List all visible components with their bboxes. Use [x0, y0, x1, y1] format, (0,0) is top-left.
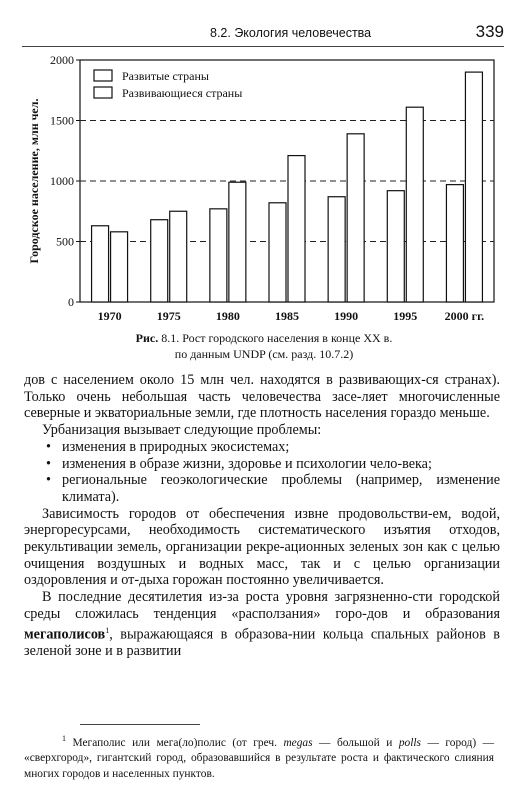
urban-population-chart: [0, 48, 528, 328]
paragraph-4-start: В последние десятилетия из-за роста уровня загрязненно-сти городской среды сложилась тенденция «расползания» горо-дов и образования: [24, 589, 500, 622]
body-text: [24, 372, 500, 660]
legend-swatch: [94, 70, 112, 81]
y-axis-label: Городское население, млн чел.: [27, 98, 41, 264]
running-header: [22, 22, 504, 47]
paragraph-4-end: , выражающаяся в образова-нии кольца спальных районов в зеленой зоне и в развитии: [24, 626, 500, 659]
bar: [269, 203, 286, 302]
footnote-text-3: — город) — «сверхгород», гигантский город, образовавшийся в результате роста и фактического слияния многих городов и населенных пунктов.: [24, 736, 495, 780]
list-item: [46, 472, 500, 505]
footnote-text-2: — большой и: [312, 736, 399, 749]
x-tick-label: 1990: [334, 309, 359, 323]
bar: [347, 134, 364, 302]
y-tick-label: 500: [56, 234, 74, 249]
footnote-ref: 1: [105, 625, 110, 635]
list-item-text: региональные геоэкологические проблемы (например, изменение климата).: [62, 472, 500, 505]
paragraph-1: дов с населением около 15 млн чел. находятся в развивающих-ся странах). Только очень небольшая часть человечества засе-ляет многочисленные северные и экваториальные земли, где плотность населения гораздо меньше.: [24, 372, 500, 422]
bar: [111, 232, 128, 302]
y-tick-label: 1500: [50, 113, 74, 128]
y-tick-label: 1000: [50, 174, 74, 188]
paragraph-3: Зависимость городов от обеспечения извне продовольстви-ем, водой, энергоресурсами, необходимость систематического изъятия отходов, рекультивации земель, организации рекре-ационных зеленых зон как с целью очищения воздушных и водных масс, так и с целью организации оздоровления и от-дыха горожан постоянно увеличивается.: [24, 505, 500, 589]
bar: [288, 156, 305, 302]
bar: [465, 72, 482, 302]
bar: [446, 185, 463, 302]
bar: [406, 107, 423, 302]
bar: [151, 220, 168, 302]
list-item: [46, 456, 500, 473]
x-tick-label: 1995: [393, 309, 418, 323]
footnote-term-megas: megas: [283, 736, 313, 749]
footnote-text-1: Мегаполис или мега(ло)полис (от греч.: [66, 736, 284, 749]
list-item-text: изменения в образе жизни, здоровье и психологии чело-века;: [62, 455, 432, 472]
legend-label: Развитые страны: [122, 69, 209, 83]
x-tick-label: 1970: [97, 309, 122, 323]
caption-line-1: 8.1. Рост городского населения в конце XX в.: [158, 331, 393, 345]
paragraph-2: Урбанизация вызывает следующие проблемы:: [42, 422, 322, 439]
list-item-text: изменения в природных экосистемах;: [62, 438, 290, 455]
footnote: [24, 731, 494, 782]
list-item: [46, 439, 500, 456]
bar: [387, 191, 404, 302]
bar: [170, 211, 187, 302]
bullet-icon: •: [46, 472, 51, 489]
caption-line-2: по данным UNDP (см. разд. 10.7.2): [174, 347, 354, 361]
bullet-icon: •: [46, 455, 51, 472]
x-tick-label: 1985: [275, 309, 299, 323]
problem-list: [24, 439, 500, 506]
caption-label: Рис.: [135, 331, 159, 345]
y-tick-label: 0: [68, 295, 74, 309]
bullet-icon: •: [46, 438, 51, 455]
page-number: 339: [475, 22, 504, 41]
x-tick-label: 2000 гг.: [444, 309, 485, 323]
term-megapolis: мегаполисов: [24, 626, 106, 643]
bar: [210, 209, 227, 302]
bar: [92, 226, 109, 302]
legend-swatch: [94, 87, 112, 98]
figure-caption: [0, 330, 528, 362]
x-tick-label: 1980: [215, 309, 240, 323]
section-title: 8.2. Экология человечества: [210, 26, 372, 40]
x-tick-label: 1975: [156, 309, 181, 323]
footnote-mark: 1: [62, 734, 66, 743]
footnote-term-polis: polls: [398, 736, 421, 749]
bar: [328, 197, 345, 302]
bar: [229, 182, 246, 302]
paragraph-4: [24, 589, 500, 660]
y-tick-label: 2000: [50, 53, 74, 67]
legend-label: Развивающиеся страны: [122, 86, 243, 100]
footnote-rule: [80, 724, 200, 725]
